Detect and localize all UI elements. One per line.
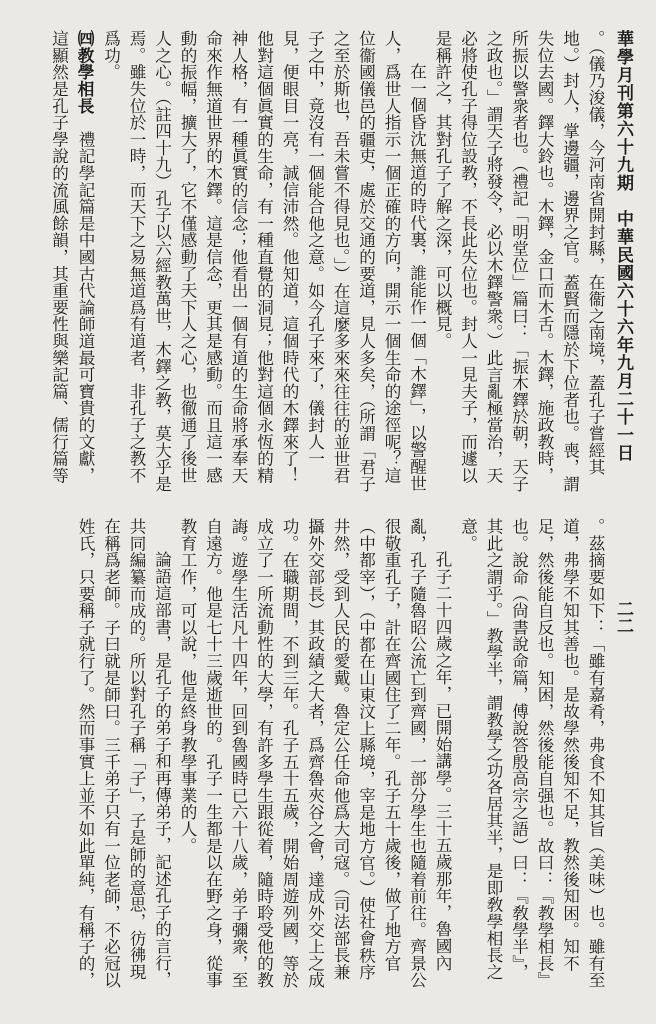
paragraph-text: 禮記學記篇是中國古代論師道最可寶貴的文獻，這顯然是孔子學說的流風餘韻，其重要性與樂記篇、儒行篇等	[49, 30, 95, 484]
section-heading: ㈣教學相長	[75, 30, 95, 114]
paragraph: 。（儀乃浚儀，今河南省開封縣，在衞之南境，蓋孔子嘗經其地。）封人，掌邊疆，邊界之官。蓋賢而隱於下位者也。喪，謂失位去國。鐸大鈴也。木鐸，金口而木舌。木鐸，施政教時，所振以警衆者也。（禮記「明堂位」篇曰：「振木鐸於朝，天子之政也。」謂天子將發令，必以木鐸警衆。）此言亂極當治，天必將使孔子得位設教，不長此失位也。封人一見夫子，而遽以是稱許之，其對孔子了解之深，可以概見。	[433, 30, 605, 493]
paragraph: 孔子二十四歲之年，已開始講學。三十五歲那年，魯國內亂，孔子隨魯昭公流亡到齊國，一部分學生也隨着前往。齊景公很敬重孔子，計在齊國住了二年。孔子五十歲後，做了地方官（中都宰），（中都在山東汶上縣境，宰是地方官。）使社會秩序井然，受到人民的愛戴。魯定公任命他爲大司寇。（司法部長兼攝外交部長）其政績之大者，爲齊魯夾谷之會，達成外交上之成功。在職期間，不到三年。孔子五十五歲，開始周遊列國，等於成立了一所流動性的大學，有許多學生跟從着，隨時聆受他的教誨。遊學生活凡十四年，回到魯國時已六十八歲，弟子彌衆，至自遠方。他是七十三歲逝世的。孔子一生都是以在野之身，從事教育工作，可以說，他是終身教學事業的人。	[178, 518, 452, 989]
page-number: 二二	[613, 600, 633, 634]
bottom-text-section	[23, 518, 608, 994]
running-header: 華學月刊第六十九期 中華民國六十六年九月二十一日	[613, 30, 633, 462]
top-text-section	[23, 30, 608, 500]
paragraph: 。茲摘要如下：「雖有嘉肴，弗食不知其旨（美味）也。雖有至道，弗學不知其善也。是故學然後知不足，教然後知困。知不足，然後能自反也。知困，然後能自强也。故曰：『教學相長』也。說命（尙書說命篇，傅說答殷高宗之語）曰：『敎學半』，其此之謂乎。」教學半，謂教學之功各居其半，是即敎學相長之意。	[458, 518, 605, 989]
paragraph	[46, 30, 98, 500]
paragraph: 論語這部書，是孔子的弟子和再傳弟子，記述孔子的言行，共同編纂而成的。所以對孔子稱「子」，子是師的意思，彷彿現在稱爲老師。子曰就是師曰。三千弟子只有一位老師，不必冠以姓氏，只要稱子就行了。然而事實上並不如此單純，有稱子的，	[76, 518, 172, 989]
paragraph: 在一個昏沈無道的時代裏，誰能作一個「木鐸」，以警醒世人，爲世人指示一個正確的方向，開示一個生命的途徑呢？這位衞國儀邑的疆吏，處於交通的要道，見人多矣，（所謂「君子之至於斯也，吾未嘗不得見也。」）在這麼多來來往往的並世君子之中，竟沒有一個能合他之意。如今孔子來了，儀封人一見，便眼目一亮，誠信沛然。他知道，這個時代的木鐸來了！他對這個眞實的生命，有一種直覺的洞見；他對這個永恆的精神人格，有一種眞實的信念；他看出一個有道的生命將承奉天命來作無道世界的木鐸。這是信念，更其是感動。而且這一感動的振幅，擴大了，它不僅感動了天下人之心，也徹通了後世人之心。（註四十九）孔子以六經教萬世，木鐸之教，莫大乎是焉。雖失位於一時，而天下之易無道爲有道者，非孔子之教不爲功。	[101, 30, 427, 493]
